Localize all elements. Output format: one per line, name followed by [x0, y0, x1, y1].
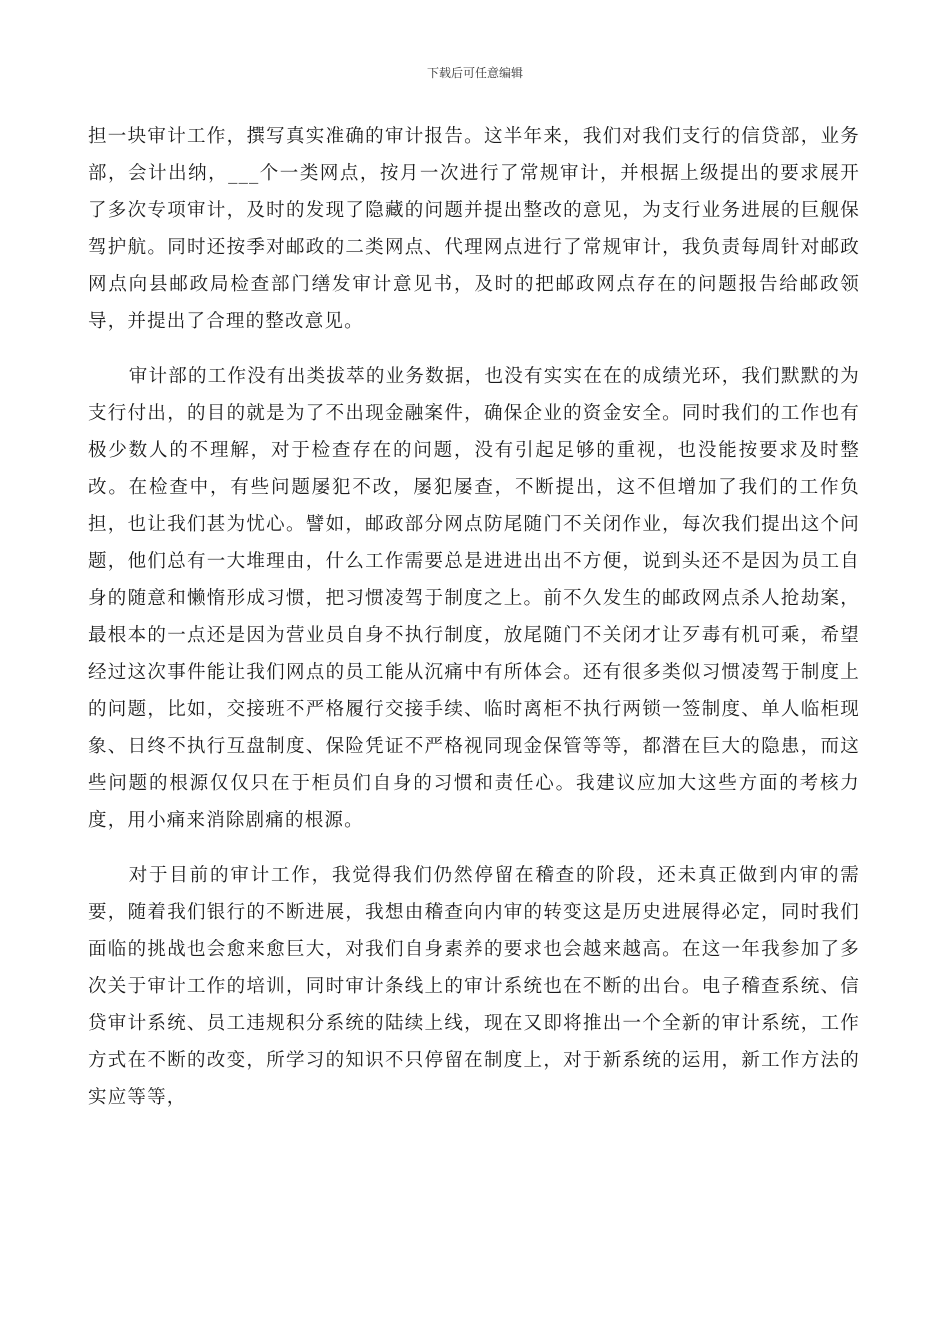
- page-header: 下载后可任意编辑: [426, 66, 523, 80]
- paragraph-3: 对于目前的审计工作，我觉得我们仍然停留在稽查的阶段，还未真正做到内审的需要，随着我们银行的不断进展，我想由稽查向内审的转变这是历史进展得必定，同时我们面临的挑战也会愈来愈巨大，对我们自身素养的要求也会越来越高。在这一年我参加了多次关于审计工作的培训，同时审计条线上的审计系统也在不断的出台。电子稽查系统、信贷审计系统、员工违规积分系统的陆续上线，现在又即将推出一个全新的审计系统，工作方式在不断的改变，所学习的知识不只停留在制度上，对于新系统的运用，新工作方法的实应等等，: [88, 865, 860, 1108]
- paragraph-2: 审计部的工作没有出类拔萃的业务数据，也没有实实在在的成绩光环，我们默默的为支行付出，的目的就是为了不出现金融案件，确保企业的资金安全。同时我们的工作也有极少数人的不理解，对于检查存在的问题，没有引起足够的重视，也没能按要求及时整改。在检查中，有些问题屡犯不改，屡犯屡查，不断提出，这不但增加了我们的工作负担，也让我们甚为忧心。譬如，邮政部分网点防尾随门不关闭作业，每次我们提出这个问题，他们总有一大堆理由，什么工作需要总是进进出出不方便，说到头还不是因为员工自身的随意和懒惰形成习惯，把习惯凌驾于制度之上。前不久发生的邮政网点杀人抢劫案，最根本的一点还是因为营业员自身不执行制度，放尾随门不关闭才让歹毒有机可乘，希望经过这次事件能让我们网点的员工能从沉痛中有所体会。还有很多类似习惯凌驾于制度上的问题，比如，交接班不严格履行交接手续、临时离柜不执行两锁一签制度、单人临柜现象、日终不执行互盘制度、保险凭证不严格视同现金保管等等，都潜在巨大的隐患，而这些问题的根源仅仅只在于柜员们自身的习惯和责任心。我建议应加大这些方面的考核力度，用小痛来消除剧痛的根源。: [88, 366, 860, 831]
- paragraph-1: 担一块审计工作，撰写真实准确的审计报告。这半年来，我们对我们支行的信贷部，业务部，会计出纳，___个一类网点，按月一次进行了常规审计，并根据上级提出的要求展开了多次专项审计，及时的发现了隐藏的问题并提出整改的意见，为支行业务进展的巨舰保驾护航。同时还按季对邮政的二类网点、代理网点进行了常规审计，我负责每周针对邮政网点向县邮政局检查部门缮发审计意见书，及时的把邮政网点存在的问题报告给邮政领导，并提出了合理的整改意见。: [88, 126, 860, 332]
- document-body: [88, 118, 860, 1116]
